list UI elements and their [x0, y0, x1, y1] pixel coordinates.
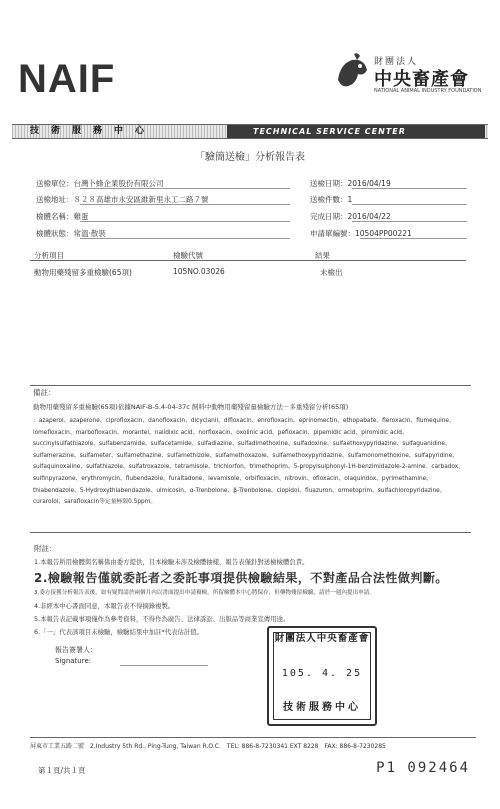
band-right-text: TECHNICAL SERVICE CENTER	[227, 125, 485, 138]
note-1: 1.本報告所用檢體與名稱係由委方提供，且本檢驗未涉及檢體抽樣，報告表僅針對送檢檢體負責。	[34, 558, 309, 566]
done-label: 完成日期：	[310, 212, 348, 221]
document-number: P1 092464	[376, 760, 470, 776]
address-label: 送檢地址：	[36, 195, 74, 204]
count-label: 送檢件數：	[310, 195, 348, 204]
org-logo	[334, 46, 484, 102]
date-label: 送檢日期：	[310, 179, 348, 188]
application-underline	[360, 238, 467, 239]
sample-label: 檢體名稱：	[36, 212, 74, 221]
address-value: ８２８高雄市永安區維新里永工二路７號	[73, 195, 209, 204]
address-underline	[80, 204, 290, 205]
result-code: 105NO.03026	[173, 267, 225, 276]
note-3: 3.委方接獲分析報告表後，如有疑問請於兩個月內以書面提出申請複檢，所留檢體本中心將保存，但藥物殘留檢驗，請於一週內提出申請。	[34, 590, 375, 596]
remarks-analytes: ：azaperol、azaperone、ciprofloxacin、danofloxacin、dicyclanil、difloxacin、enrofloxacin、eprinomectin、ethopabate、fleroxacin、flumequine、lomefloxacin、marbofloxacin、morantel、nalidixic acid、norfloxacin、oxolinic acid、pefloxacin、pipemidic acid、piromidic acid、succinylsulfathiazole、sulfabenzamide、sulfacetamide、sulfadiazine、sulfadimethoxine、sulfadoxine、sulfaethoxypyridazine、sulfaguanidine、sulfamerazine、sulfameter、sulfamethazine、sulfamethizole、sulfamethoxazole、sulfamethoxypyridazine、sulfamonomethoxine、sulfapyridine、sulfaquinoxaline、sulfathiazole、sulfatroxazole、tetramisole、trichlorfon、trimethoprim、5-propylsulphonyl-1H-benzimidazole-2-amine、carbadox、sulfinpyrazone、erythromycin、flubendazole、furaltadone、levamisole、orbifloxacin、nitrovin、ofloxacin、olaquindox、pyrimethamine、thiabendazole、5-Hydroxythiabendazole、ulmicosin、α-Trenbolone、β-Trenbolone、clopidol、fluazuron、ormetoprim、sulfachloropyridazine、curarolol、sarafloxacin等定量極限0.5ppm。	[33, 418, 465, 506]
org-english: NATIONAL ANIMAL INDUSTRY FOUNDATION	[374, 88, 482, 94]
footer-address: 屏東市工業五路二號 2,Industry 5th Rd., Ping-Tung, Taiwan R.O.C. TEL: 886-8-7230341 EXT 8228 FAX: 886-8-7230285	[30, 743, 386, 750]
report-title: 「驗簡送檢」分析報告表	[195, 152, 305, 163]
count-value: 1	[347, 195, 353, 204]
org-prefix: 財團法人	[374, 57, 419, 67]
sample-underline	[80, 221, 290, 222]
done-underline	[352, 221, 467, 222]
stamp-top-text: 財團法人中央畜產會	[274, 633, 370, 644]
sender-label: 送檢單位：	[36, 179, 74, 188]
signature-label: 報告簽署人：	[55, 646, 97, 654]
col-code-header: 檢驗代號	[173, 251, 203, 260]
page-indicator: 第１頁/共１頁	[38, 766, 86, 775]
results-table-header	[30, 250, 466, 261]
state-label: 檢體狀態：	[36, 229, 74, 238]
result-item: 動物用藥殘留多重檢驗(65項)	[34, 268, 132, 277]
footer-rule	[30, 737, 476, 738]
note-6: 6.「一」代表該項目未檢驗，檢驗結果中加註*代表估計值。	[34, 628, 204, 636]
signature-line	[120, 665, 208, 666]
remarks-label: 備註：	[33, 388, 56, 397]
service-band	[12, 124, 488, 139]
note-4: 4.非經本中心書面同意，本報告表不得摘錄複製。	[34, 602, 175, 610]
col-item-header: 分析項目	[34, 251, 64, 260]
band-left-text: 技術服務中心	[30, 126, 157, 136]
remarks-box	[30, 385, 471, 533]
sample-value: 雞蛋	[73, 212, 89, 221]
naif-logo: NAIF	[18, 57, 116, 101]
state-value: 常溫·散裝	[73, 229, 106, 238]
notes-section	[34, 543, 474, 639]
sender-value: 台灣卜蜂企業股份有限公司	[73, 179, 164, 188]
sender-underline	[80, 188, 290, 189]
col-result-header: 結果	[315, 251, 330, 260]
official-stamp	[267, 626, 377, 726]
done-value: 2016/04/22	[347, 212, 391, 221]
result-value: 未檢出	[320, 268, 343, 277]
count-row	[310, 194, 352, 205]
note-5: 5.本報告表記載事項僅作為參考資料，不得作為廣告、法律訴訟、出版品等商業宣傳用途。	[34, 615, 290, 623]
state-underline	[80, 238, 290, 239]
stamp-bottom-text: 技術服務中心	[283, 702, 361, 713]
stamp-date: 105. 4. 25	[281, 668, 363, 679]
notes-label: 附註：	[34, 544, 57, 553]
remarks-method: 動物用藥殘留多重檢驗(65項)依據NAIF-B-5.4-04-37c 飼料中動物用藥殘留量檢驗方法－多重殘留分析(65項)	[33, 403, 349, 411]
application-value: 10504PP00221	[355, 229, 412, 238]
application-label: 申請單編號：	[310, 229, 355, 238]
date-underline	[352, 188, 467, 189]
date-value: 2016/04/19	[347, 179, 391, 188]
count-underline	[352, 204, 467, 205]
org-name: 中央畜產會	[374, 69, 469, 90]
note-2: 2.檢驗報告僅就委託者之委託事項提供檢驗結果，不對產品合法性做判斷。	[34, 571, 448, 585]
signature-english: Signature:	[55, 657, 92, 665]
cow-emblem-icon	[334, 50, 370, 90]
